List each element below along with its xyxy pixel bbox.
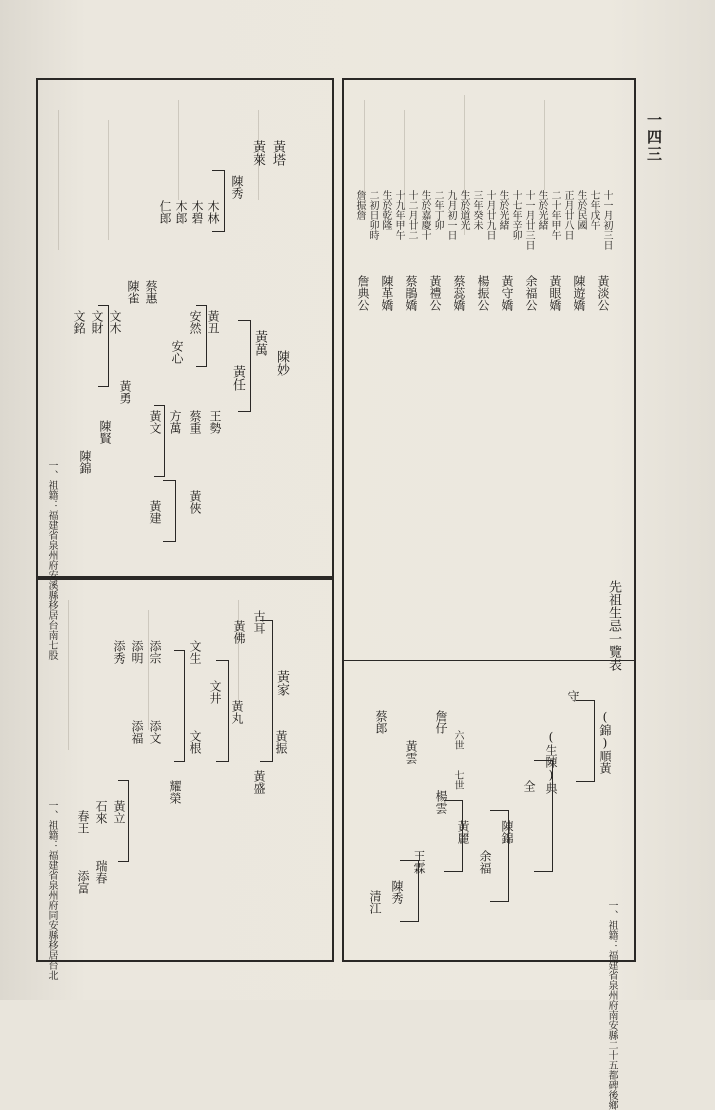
tree-node: 文財 <box>90 310 104 334</box>
date-col: 生於道光 <box>458 190 469 230</box>
ancestor-name: 蔡蕊嬌 <box>452 275 466 311</box>
tree-node: 文生 <box>188 640 202 664</box>
tree-node: 黃萬 <box>252 330 267 356</box>
tree-node: 文銘 <box>72 310 86 334</box>
tree-node: 黃雲 <box>404 740 418 764</box>
tree-node: 文木 <box>108 310 122 334</box>
tree-node: 黃萊 <box>250 140 265 166</box>
ancestor-name: 余福公 <box>524 275 538 311</box>
tree-node: 添文 <box>148 720 162 744</box>
tree-node: 楊雲 <box>434 790 448 814</box>
tree-node: 黃佛 <box>232 620 246 644</box>
tree-node: 陳秀 <box>230 175 244 199</box>
tree-node: 安然 <box>188 310 202 334</box>
tree-node: 黃建 <box>148 500 162 524</box>
date-col: 生於民國 <box>575 190 586 230</box>
ancestor-name: 陳遊嬌 <box>572 275 586 311</box>
tree-node: 余福 <box>478 850 492 874</box>
ancestor-name: 黃淡公 <box>596 275 610 311</box>
tree-node: 木林 <box>206 200 220 224</box>
date-col: 二初日卯時 <box>367 190 378 240</box>
tree-node: 黃任 <box>230 365 245 391</box>
date-col: 生於光緒 <box>497 190 508 230</box>
tree-node: 陳雀 <box>126 280 140 304</box>
tree-node: 文根 <box>188 730 202 754</box>
tree-node: 陳妙 <box>274 350 289 376</box>
generation-label: 六世 <box>452 730 463 750</box>
date-col: 九月初一日 <box>445 190 456 240</box>
tree-node: 木碧 <box>190 200 204 224</box>
tree-node: 黃盛 <box>252 770 266 794</box>
date-col: 七年戊午 <box>588 190 599 230</box>
tree-node: 古耳 <box>252 610 266 634</box>
date-col: 十九年甲午 <box>393 190 404 240</box>
generation-label: 七世 <box>452 770 463 790</box>
ancestor-name: 黃眼嬌 <box>548 275 562 311</box>
date-col: 詹振詹 <box>354 190 365 220</box>
ancestor-name: 詹典公 <box>356 275 370 311</box>
tree-node: 黃麗 <box>456 820 470 844</box>
date-col: 生於光緒 <box>536 190 547 230</box>
tree-node: 黃家 <box>274 670 289 696</box>
family-tree-right <box>344 670 634 950</box>
tree-node: 黃文 <box>148 410 162 434</box>
tree-node: 黃俠 <box>188 490 202 514</box>
birth-death-table-panel <box>342 78 636 1110</box>
family-tree-panel-bottom <box>36 578 334 980</box>
tree-node: 添秀 <box>112 640 126 664</box>
origin-note: 一、祖籍：福建省泉州府同安縣移居台北 <box>46 800 57 980</box>
tree-node: 添宗 <box>148 640 162 664</box>
tree-node: 守 <box>566 690 580 702</box>
date-col: 三年癸未 <box>471 190 482 230</box>
tree-node: 黃勇 <box>118 380 132 404</box>
ancestor-name: 黃禮公 <box>428 275 442 311</box>
tree-node: 陳錦 <box>78 450 92 474</box>
tree-node: 黃振 <box>274 730 288 754</box>
date-col: 生於嘉慶十 <box>419 190 430 240</box>
date-col: 二十年甲午 <box>549 190 560 240</box>
date-col: 生於乾隆 <box>380 190 391 230</box>
tree-node: 陳賢 <box>98 420 112 444</box>
tree-node: 黃立 <box>112 800 126 824</box>
tree-node: 黃塔 <box>270 140 285 166</box>
ancestor-name: 陳革嬌 <box>380 275 394 311</box>
tree-node: 安心 <box>170 340 184 364</box>
ancestor-name: 黃守嬌 <box>500 275 514 311</box>
tree-node: 陳秀 <box>390 880 404 904</box>
date-col: 十七年辛卯 <box>510 190 521 240</box>
tree-node: 陳錦 <box>500 820 514 844</box>
tree-node: 木郎 <box>174 200 188 224</box>
tree-node: 春王 <box>76 810 90 834</box>
tree-node: 清江 <box>368 890 382 914</box>
table-title: 先祖生忌一覽表 <box>606 580 621 671</box>
tree-node: 蔡惠 <box>144 280 158 304</box>
origin-note: 一、祖籍：福建省泉州府安溪縣移居台南七股 <box>46 460 57 660</box>
tree-node: 方萬 <box>168 410 182 434</box>
tree-node: 添明 <box>130 640 144 664</box>
tree-node: 添福 <box>130 720 144 744</box>
tree-node: 石來 <box>94 800 108 824</box>
origin-note: 一、祖籍：福建省泉州府南安縣二十五都碑後鄉 <box>606 900 617 1110</box>
date-col: 二年丁卯 <box>432 190 443 230</box>
tree-node: 蔡郎 <box>374 710 388 734</box>
tree-node: (錦)順黃 <box>598 710 612 774</box>
tree-node: 耀榮 <box>168 780 182 804</box>
tree-node: 添富 <box>76 870 90 894</box>
tree-node: 全 <box>522 780 536 792</box>
date-col: 十一月廿三日 <box>523 190 534 250</box>
name-row <box>354 275 629 335</box>
tree-node: (生陳)典 <box>544 730 558 794</box>
date-col: 十二月廿二 <box>406 190 417 240</box>
page-number: 一四三 <box>645 112 663 163</box>
tree-node: 仁郎 <box>158 200 172 224</box>
tree-node: 黃丸 <box>230 700 244 724</box>
tree-node: 蔡重 <box>188 410 202 434</box>
ancestor-name: 楊振公 <box>476 275 490 311</box>
tree-node: 瑞春 <box>94 860 108 884</box>
tree-node: 王霖 <box>412 850 426 874</box>
date-col: 十月廿九日 <box>484 190 495 240</box>
ancestor-name: 蔡鵑嬌 <box>404 275 418 311</box>
tree-node: 詹仔 <box>434 710 448 734</box>
date-col: 十一月初三日 <box>601 190 612 250</box>
tree-node: 文井 <box>208 680 222 704</box>
tree-node: 王勢 <box>208 410 222 434</box>
tree-node: 黃丑 <box>206 310 220 334</box>
date-col: 正月廿八日 <box>562 190 573 240</box>
